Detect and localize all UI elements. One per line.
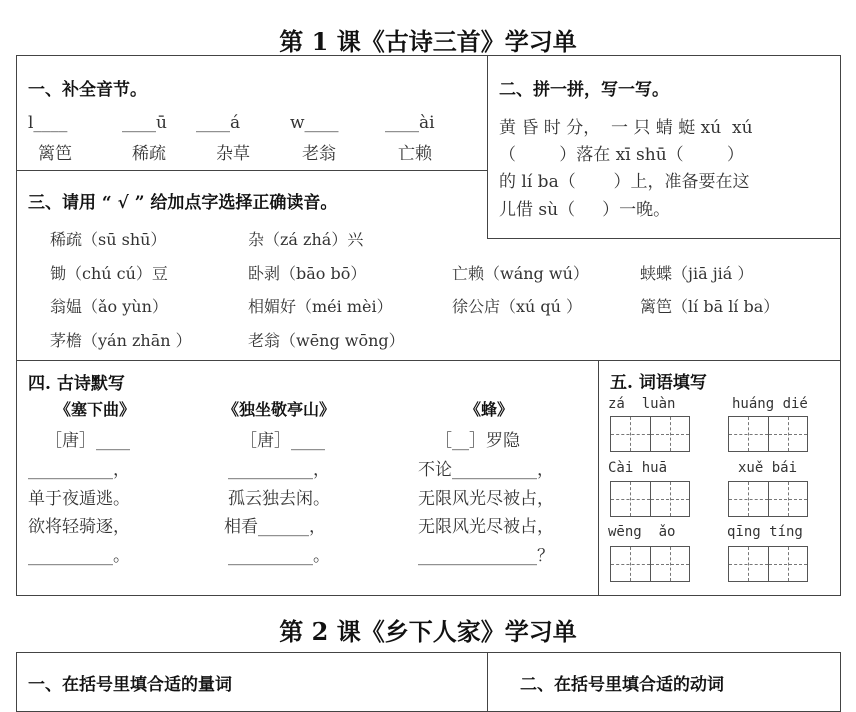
writing-grid[interactable]	[728, 481, 808, 517]
choice-item[interactable]: 杂（zá zhá）兴	[248, 230, 364, 249]
divider	[16, 360, 841, 361]
pinyin-label: Cài huā	[608, 460, 668, 476]
text-line[interactable]: 儿借 sù（ ）一晚。	[499, 200, 671, 220]
poem-line[interactable]: ［__］罗隐	[435, 431, 520, 451]
poem-line[interactable]: 相看______，	[224, 517, 326, 537]
poem-title: 《蜂》	[465, 400, 514, 419]
choice-item[interactable]: 徐公店（xú qú ）	[452, 297, 583, 316]
divider	[16, 170, 488, 171]
choice-item[interactable]: 篱笆（lí bā lí ba）	[640, 297, 780, 316]
pinyin-label: wēng ǎo	[608, 524, 676, 540]
section1-heading: 一、补全音节。	[28, 80, 147, 100]
poem-line: 孤云独去闲。	[228, 489, 330, 509]
word: 老翁	[302, 144, 336, 164]
text-line: 黄 昏 时 分， 一 只 蜻 蜓 xú xú	[499, 118, 753, 138]
poem-line: 无限风光尽被占，	[418, 517, 554, 537]
section4-heading: 四. 古诗默写	[28, 374, 125, 394]
writing-grid[interactable]	[610, 416, 690, 452]
pinyin-blank[interactable]: w____	[290, 113, 339, 133]
pinyin-label: qīng tíng	[727, 524, 803, 540]
writing-grid[interactable]	[610, 546, 690, 582]
pinyin-blank[interactable]: ____á	[196, 113, 241, 133]
section5-heading: 五. 词语填写	[610, 373, 707, 393]
word: 亡赖	[398, 144, 432, 164]
choice-item[interactable]: 稀疏（sū shū）	[50, 230, 167, 249]
poem-line[interactable]: __________。	[228, 546, 330, 566]
poem-line: 单于夜遁逃。	[28, 489, 130, 509]
text-line[interactable]: 的 lí ba（ ）上，准备要在这	[499, 172, 750, 192]
pinyin-blank[interactable]: l____	[28, 113, 68, 133]
poem-line: 欲将轻骑逐，	[28, 517, 130, 537]
pinyin-label: xuě bái	[738, 460, 798, 476]
poem-line[interactable]: ［唐］____	[240, 431, 325, 451]
poem-line[interactable]: ______________？	[418, 546, 554, 566]
poem-title: 《塞下曲》	[55, 400, 136, 419]
divider	[598, 360, 599, 596]
poem-line[interactable]: 不论__________，	[418, 460, 554, 480]
choice-item[interactable]: 茅檐（yán zhān ）	[50, 331, 192, 350]
word: 篱笆	[38, 144, 72, 164]
poem-line[interactable]: ［唐］____	[45, 431, 130, 451]
pinyin-label: zá luàn	[608, 396, 676, 412]
choice-item[interactable]: 翁媪（ǎo yùn）	[50, 297, 168, 316]
poem-line[interactable]: __________，	[28, 460, 130, 480]
poem-title: 《独坐敬亭山》	[223, 400, 336, 419]
text-line[interactable]: （ ）落在 xī shū（ ）	[499, 145, 744, 165]
writing-grid[interactable]	[610, 481, 690, 517]
lesson1-title: 第 1 课《古诗三首》学习单	[279, 27, 577, 56]
poem-line[interactable]: __________。	[28, 546, 130, 566]
pinyin-label: huáng dié	[732, 396, 808, 412]
choice-item[interactable]: 老翁（wēng wōng）	[248, 331, 405, 350]
divider	[487, 652, 488, 712]
pinyin-blank[interactable]: ____ū	[122, 113, 167, 133]
section2-heading: 二、拼一拼，写一写。	[499, 80, 669, 100]
writing-grid[interactable]	[728, 546, 808, 582]
lesson2-section1-heading: 一、在括号里填合适的量词	[28, 675, 232, 695]
word: 杂草	[216, 144, 250, 164]
lesson2-title: 第 2 课《乡下人家》学习单	[279, 617, 577, 646]
poem-line[interactable]: __________，	[228, 460, 330, 480]
choice-item[interactable]: 蛱蝶（jiā jiá ）	[640, 264, 754, 283]
word: 稀疏	[132, 144, 166, 164]
pinyin-blank[interactable]: ____ài	[385, 113, 435, 133]
writing-grid[interactable]	[728, 416, 808, 452]
lesson2-section2-heading: 二、在括号里填合适的动词	[520, 675, 724, 695]
poem-line: 无限风光尽被占，	[418, 489, 554, 509]
choice-item[interactable]: 卧剥（bāo bō）	[248, 264, 367, 283]
choice-item[interactable]: 锄（chú cú）豆	[50, 264, 168, 283]
choice-item[interactable]: 亡赖（wáng wú）	[452, 264, 589, 283]
section3-heading: 三、请用 “ √ ” 给加点字选择正确读音。	[28, 193, 338, 213]
choice-item[interactable]: 相媚好（méi mèi）	[248, 297, 393, 316]
